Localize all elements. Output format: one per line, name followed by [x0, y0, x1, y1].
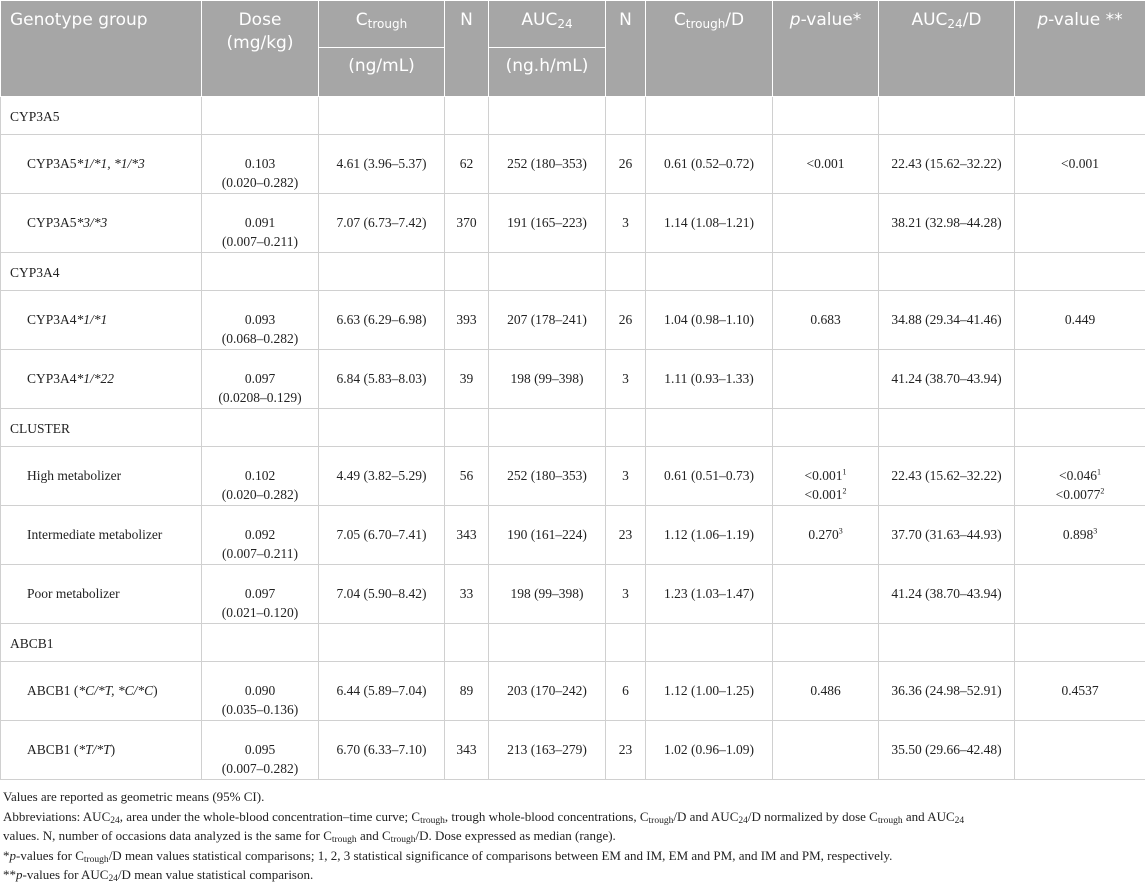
- n1-cell: 39: [445, 350, 489, 409]
- dose-cell: 0.102 (0.020–0.282): [202, 447, 319, 506]
- header-ctrough: $C_{trough}$: [319, 1, 445, 48]
- n1-cell: 343: [445, 506, 489, 565]
- genotype-cell: CYP3A5*1/*1, *1/*3: [1, 135, 202, 194]
- auc-cell: 252 (180–353): [489, 135, 606, 194]
- ctrough-cell: 6.84 (5.83–8.03): [319, 350, 445, 409]
- n2-cell: 23: [606, 506, 646, 565]
- ctrough-d-cell: 1.14 (1.08–1.21): [646, 194, 773, 253]
- header-auc: $AUC_{24}$: [489, 1, 606, 48]
- genotype-cell: Intermediate metabolizer: [1, 506, 202, 565]
- genotype-cell: Poor metabolizer: [1, 565, 202, 624]
- auc-d-cell: 22.43 (15.62–32.22): [879, 135, 1015, 194]
- dose-cell: 0.097 (0.0208–0.129): [202, 350, 319, 409]
- ctrough-cell: 6.70 (6.33–7.10): [319, 721, 445, 780]
- p2-cell: [1015, 194, 1145, 253]
- p2-cell: [1015, 565, 1145, 624]
- dose-cell: 0.097 (0.021–0.120): [202, 565, 319, 624]
- ctrough-cell: 6.63 (6.29–6.98): [319, 291, 445, 350]
- ctrough-cell: 4.61 (3.96–5.37): [319, 135, 445, 194]
- n2-cell: 3: [606, 194, 646, 253]
- table-row: [1, 447, 1145, 506]
- n1-cell: 370: [445, 194, 489, 253]
- p2-cell: 0.898$^3$: [1015, 506, 1145, 565]
- footnote-p-value-1: *p-values for $C_{trough}/D$ mean values statistical comparisons; 1, 2, 3 statistical significance of comparisons between EM and IM, EM and PM, and IM and PM, respectively.: [3, 847, 893, 865]
- p1-cell: [773, 350, 879, 409]
- genotype-cell: High metabolizer: [1, 447, 202, 506]
- footnote-values: Values are reported as geometric means (95% CI).: [3, 789, 265, 804]
- group-row-abcb1: [1, 624, 1145, 662]
- auc-cell: 191 (165–223): [489, 194, 606, 253]
- auc-cell: 203 (170–242): [489, 662, 606, 721]
- auc-cell: 213 (163–279): [489, 721, 606, 780]
- n2-cell: 26: [606, 291, 646, 350]
- ctrough-cell: 6.44 (5.89–7.04): [319, 662, 445, 721]
- dose-cell: 0.092 (0.007–0.211): [202, 506, 319, 565]
- n1-cell: 56: [445, 447, 489, 506]
- p2-cell: [1015, 350, 1145, 409]
- ctrough-d-cell: 1.04 (0.98–1.10): [646, 291, 773, 350]
- n2-cell: 3: [606, 350, 646, 409]
- footnote-abbreviations-cont: values. N, number of occasions data analyzed is the same for $C_{trough}$ and $C_{trough}/D$. Dose expressed as median (range).: [3, 828, 616, 845]
- header-n1: N: [445, 1, 489, 97]
- p1-cell: 0.486: [773, 662, 879, 721]
- auc-cell: 198 (99–398): [489, 565, 606, 624]
- auc-cell: 198 (99–398): [489, 350, 606, 409]
- group-label: CYP3A4: [1, 253, 202, 291]
- dose-cell: 0.093 (0.068–0.282): [202, 291, 319, 350]
- p2-cell: 0.4537: [1015, 662, 1145, 721]
- dose-cell: 0.103 (0.020–0.282): [202, 135, 319, 194]
- header-ctrough-unit: (ng/mL): [319, 48, 445, 97]
- table-row: [1, 291, 1145, 350]
- auc-d-cell: 38.21 (32.98–44.28): [879, 194, 1015, 253]
- p1-cell: [773, 721, 879, 780]
- group-label: CYP3A5: [1, 97, 202, 135]
- n1-cell: 393: [445, 291, 489, 350]
- auc-cell: 207 (178–241): [489, 291, 606, 350]
- p1-cell: [773, 565, 879, 624]
- table-row: [1, 721, 1145, 780]
- n1-cell: 89: [445, 662, 489, 721]
- p1-cell: [773, 194, 879, 253]
- p1-cell: 0.683: [773, 291, 879, 350]
- p2-cell: <0.001: [1015, 135, 1145, 194]
- table-footnotes: [3, 787, 1138, 885]
- dose-cell: 0.095 (0.007–0.282): [202, 721, 319, 780]
- p2-cell: $<0.046^1$ $<0.0077^2$: [1015, 447, 1145, 506]
- n2-cell: 26: [606, 135, 646, 194]
- auc-d-cell: 35.50 (29.66–42.48): [879, 721, 1015, 780]
- dose-cell: 0.090 (0.035–0.136): [202, 662, 319, 721]
- ctrough-d-cell: 0.61 (0.51–0.73): [646, 447, 773, 506]
- table-row: [1, 506, 1145, 565]
- ctrough-d-cell: 1.11 (0.93–1.33): [646, 350, 773, 409]
- n1-cell: 62: [445, 135, 489, 194]
- genotype-cell: CYP3A4*1/*22: [1, 350, 202, 409]
- p2-cell: [1015, 721, 1145, 780]
- ctrough-d-cell: 0.61 (0.52–0.72): [646, 135, 773, 194]
- table-row: [1, 350, 1145, 409]
- table-row: [1, 135, 1145, 194]
- n2-cell: 23: [606, 721, 646, 780]
- header-auc-unit: (ng.h/mL): [489, 48, 606, 97]
- p2-cell: 0.449: [1015, 291, 1145, 350]
- ctrough-cell: 7.05 (6.70–7.41): [319, 506, 445, 565]
- genotype-cell: CYP3A5*3/*3: [1, 194, 202, 253]
- n2-cell: 3: [606, 447, 646, 506]
- header-p-value-1: p-value*: [773, 1, 879, 97]
- p1-cell: 0.270$^3$: [773, 506, 879, 565]
- ctrough-d-cell: 1.23 (1.03–1.47): [646, 565, 773, 624]
- group-label: CLUSTER: [1, 409, 202, 447]
- table-row: [1, 194, 1145, 253]
- p1-cell: $<0.001^1$ $<0.001^2$: [773, 447, 879, 506]
- auc-d-cell: 41.24 (38.70–43.94): [879, 565, 1015, 624]
- ctrough-d-cell: 1.12 (1.00–1.25): [646, 662, 773, 721]
- group-label: ABCB1: [1, 624, 202, 662]
- genotype-cell: ABCB1 (*C/*T, *C/*C): [1, 662, 202, 721]
- ctrough-d-cell: 1.12 (1.06–1.19): [646, 506, 773, 565]
- auc-cell: 190 (161–224): [489, 506, 606, 565]
- header-dose: Dose (mg/kg): [202, 1, 319, 97]
- ctrough-d-cell: 1.02 (0.96–1.09): [646, 721, 773, 780]
- table-row: [1, 662, 1145, 721]
- auc-d-cell: 22.43 (15.62–32.22): [879, 447, 1015, 506]
- auc-d-cell: 36.36 (24.98–52.91): [879, 662, 1015, 721]
- n1-cell: 343: [445, 721, 489, 780]
- n1-cell: 33: [445, 565, 489, 624]
- header-ctrough-d: $C_{trough}/D$: [646, 1, 773, 97]
- group-row-cyp3a4: [1, 253, 1145, 291]
- dose-cell: 0.091 (0.007–0.211): [202, 194, 319, 253]
- genotype-cell: CYP3A4*1/*1: [1, 291, 202, 350]
- ctrough-cell: 7.04 (5.90–8.42): [319, 565, 445, 624]
- header-row-1: [1, 1, 1145, 48]
- header-p-value-2: p-value **: [1015, 1, 1145, 97]
- n2-cell: 6: [606, 662, 646, 721]
- footnote-abbreviations: Abbreviations: $AUC_{24}$, area under the whole-blood concentration–time curve; $C_{trough}$, trough whole-blood concentrations, $C_{trough}/D$ and $AUC_{24}/D$ normalized by dose $C_{trough}$ and $AUC_{24}$: [3, 808, 965, 826]
- table-row: [1, 565, 1145, 624]
- auc-cell: 252 (180–353): [489, 447, 606, 506]
- auc-d-cell: 41.24 (38.70–43.94): [879, 350, 1015, 409]
- n2-cell: 3: [606, 565, 646, 624]
- genotype-cell: ABCB1 (*T/*T): [1, 721, 202, 780]
- auc-d-cell: 34.88 (29.34–41.46): [879, 291, 1015, 350]
- group-row-cyp3a5: [1, 97, 1145, 135]
- header-genotype: Genotype group: [1, 1, 202, 97]
- header-n2: N: [606, 1, 646, 97]
- ctrough-cell: 4.49 (3.82–5.29): [319, 447, 445, 506]
- footnote-p-value-2: **p-values for $AUC_{24}/D$ mean value statistical comparison.: [3, 867, 314, 884]
- group-row-cluster: [1, 409, 1145, 447]
- header-auc-d: $AUC_{24}/D$: [879, 1, 1015, 97]
- p1-cell: <0.001: [773, 135, 879, 194]
- auc-d-cell: 37.70 (31.63–44.93): [879, 506, 1015, 565]
- ctrough-cell: 7.07 (6.73–7.42): [319, 194, 445, 253]
